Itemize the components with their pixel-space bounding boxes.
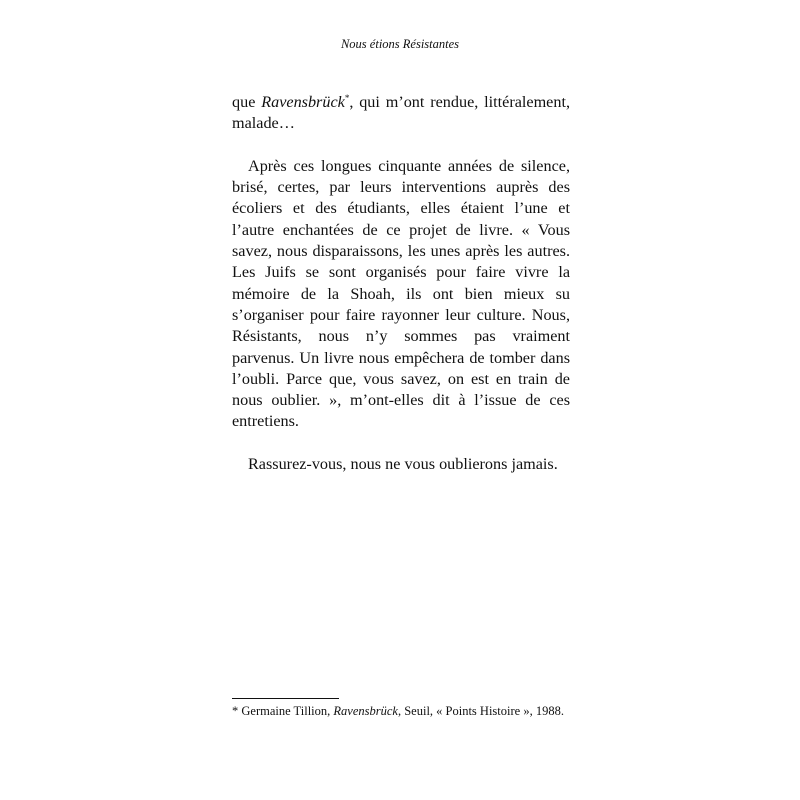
footnote-text-start: Germaine Tillion, bbox=[238, 704, 334, 718]
body-text bbox=[232, 92, 570, 475]
footnote-reference-mark: * bbox=[344, 93, 350, 103]
paragraph-1-text-end: , qui m’ont rendue, littéralement, malade… bbox=[232, 93, 570, 133]
book-title-italic: Ravensbrück bbox=[261, 93, 345, 111]
footnote-book-title: Ravensbrück bbox=[333, 704, 398, 718]
paragraph-3: Rassurez-vous, nous ne vous oublierons jamais. bbox=[248, 455, 558, 474]
paragraph-1 bbox=[232, 92, 570, 135]
footnote bbox=[232, 703, 592, 719]
paragraph-1-text-start: que bbox=[232, 93, 262, 111]
paragraph-2: Après ces longues cinquante années de silence, brisé, certes, par leurs interventions auprès des écoliers et des étudiants, elles étaient l’une et l’autre enchantées de ce projet de livre. « Vous savez, nous disparaissons, les unes après les autres. Les Juifs se sont organisés pour faire vivre la mémoire de la Shoah, ils ont bien mieux su s’organiser pour faire rayonner leur culture. Nous, Résistants, nous n’y sommes pas vraiment parvenus. Un livre nous empêchera de tomber dans l’oubli. Parce que, vous savez, on est en train de nous oublier. », m’ont-elles dit à l’issue de ces entretiens. bbox=[232, 156, 570, 431]
running-head: Nous étions Résistantes bbox=[340, 37, 460, 51]
footnote-separator bbox=[232, 698, 339, 699]
footnote-text-end: , Seuil, « Points Histoire », 1988. bbox=[397, 704, 564, 718]
footnote-mark: * bbox=[232, 704, 239, 718]
